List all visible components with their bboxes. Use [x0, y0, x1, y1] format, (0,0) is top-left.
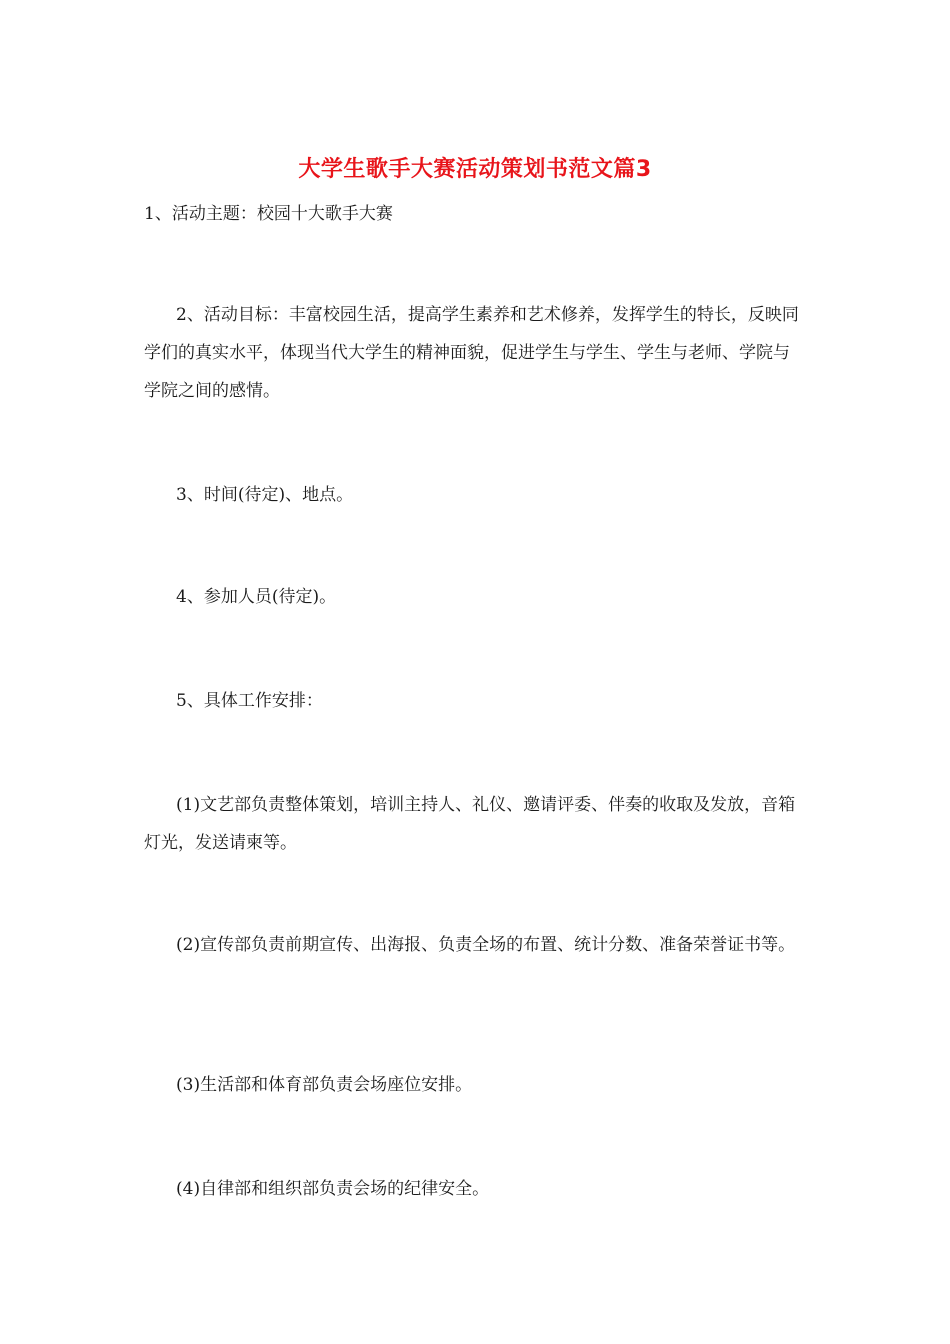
- paragraph-life-sports-dept: (3)生活部和体育部负责会场座位安排。: [176, 1075, 473, 1095]
- paragraph-activity-theme: 1、活动主题：校园十大歌手大赛: [144, 204, 393, 224]
- paragraph-work-arrangement: 5、具体工作安排：: [176, 691, 323, 711]
- paragraph-discipline-org-dept: (4)自律部和组织部负责会场的纪律安全。: [176, 1179, 490, 1199]
- paragraph-publicity-dept: (2)宣传部负责前期宣传、出海报、负责全场的布置、统计分数、准备荣誉证书等。: [176, 935, 796, 955]
- paragraph-participants: 4、参加人员(待定)。: [176, 587, 337, 607]
- paragraph-activity-goal: 2、活动目标：丰富校园生活，提高学生素养和艺术修养，发挥学生的特长，反映同学们的真实水平，体现当代大学生的精神面貌，促进学生与学生、学生与老师、学院与学院之间的感情。: [144, 305, 799, 401]
- document-title: 大学生歌手大赛活动策划书范文篇3: [298, 157, 652, 182]
- paragraph-time-place: 3、时间(待定)、地点。: [176, 485, 354, 505]
- paragraph-arts-dept: (1)文艺部负责整体策划，培训主持人、礼仪、邀请评委、伴奏的收取及发放，音箱灯光，发送请柬等。: [144, 795, 796, 853]
